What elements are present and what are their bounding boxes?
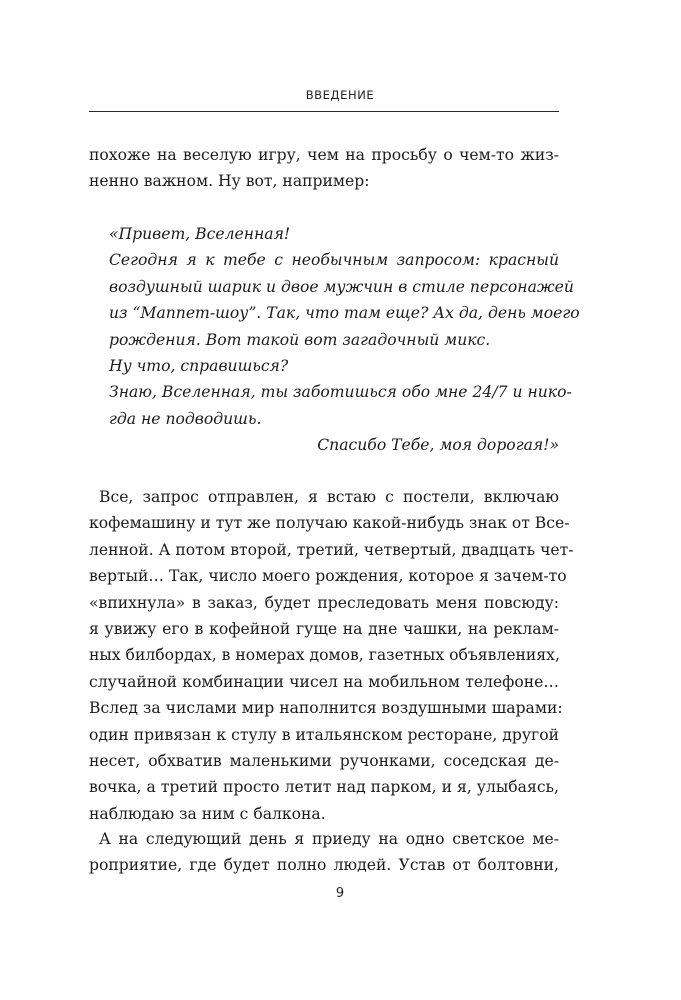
quote-line: Сегодня я к тебе с необычным запросом: красный <box>109 251 559 270</box>
quote-line: гда не подводишь. <box>109 409 262 428</box>
text-line: «впихнула» в заказ, будет преследовать меня повсюду: <box>89 593 559 612</box>
text-line: ненно важном. Ну вот, например: <box>89 172 370 191</box>
header-rule <box>89 111 559 112</box>
text-line: А на следующий день я приеду на одно светское ме- <box>99 830 559 848</box>
text-line: ленной. А потом второй, третий, четвертый, двадцать чет- <box>89 540 574 559</box>
page-number: 9 <box>335 886 345 901</box>
text-line: несет, обхватив маленькими ручонками, соседская де- <box>89 751 559 770</box>
text-line: наблюдаю за ним с балкона. <box>89 804 326 823</box>
text-line: вочка, а третий просто летит над парком, и я, улыбаясь, <box>89 778 559 797</box>
text-line: роприятие, где будет полно людей. Устав от болтовни, <box>89 856 559 875</box>
quote-line: воздушный шарик и двое мужчин в стиле персонажей <box>109 277 574 296</box>
running-header: ВВЕДЕНИЕ <box>305 88 375 102</box>
quote-line: Ну что, справишься? <box>109 356 289 375</box>
text-line: один привязан к стулу в итальянском ресторане, другой <box>89 725 559 744</box>
quote-line: из “Маппет-шоу”. Так, что там еще? Ах да, день моего <box>109 304 580 323</box>
quote-line: Знаю, Вселенная, ты заботишься обо мне 24/7 и нико- <box>109 383 572 402</box>
text-line: ных билбордах, в номерах домов, газетных объявлениях, <box>89 646 560 665</box>
quote-line: рождения. Вот такой вот загадочный микс. <box>109 330 491 349</box>
paragraph-continuation <box>89 142 559 195</box>
text-line: случайной комбинации чисел на мобильном телефоне… <box>89 672 559 691</box>
quote-signature: Спасибо Тебе, моя дорогая!» <box>317 436 559 455</box>
text-line: похоже на веселую игру, чем на просьбу о чем-то жиз- <box>89 146 559 164</box>
quote-block <box>89 221 580 459</box>
text-line: Вслед за числами мир наполнится воздушными шарами: <box>89 699 563 718</box>
text-line: я увижу его в кофейной гуще на дне чашки, на реклам- <box>89 619 559 638</box>
paragraph-2 <box>89 484 574 827</box>
quote-line: «Привет, Вселенная! <box>109 225 291 243</box>
text-line: Все, запрос отправлен, я встаю с постели, включаю <box>99 488 559 506</box>
text-line: вертый… Так, число моего рождения, которое я зачем-то <box>89 567 567 586</box>
paragraph-3 <box>89 826 559 879</box>
text-line: кофемашину и тут же получаю какой-нибудь знак от Все- <box>89 514 570 533</box>
